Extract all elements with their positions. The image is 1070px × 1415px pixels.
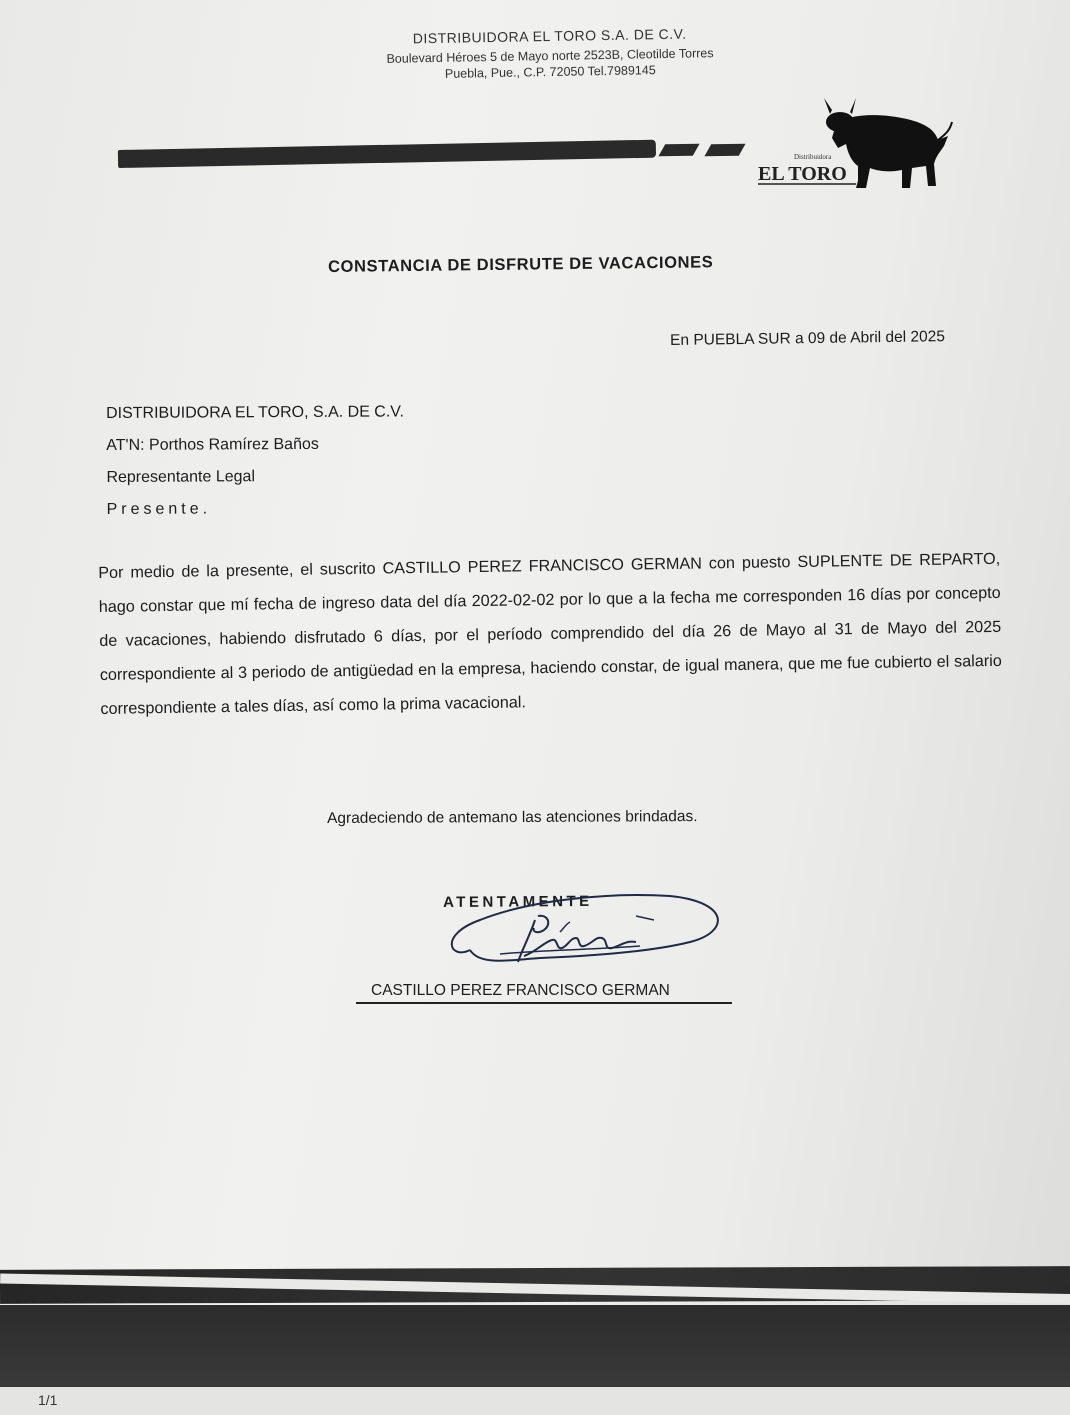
addressee-presente: Presente. — [106, 500, 212, 518]
footer-bar-lower — [0, 1305, 1070, 1387]
logo-text: EL TORO — [758, 163, 847, 185]
signer-name: CASTILLO PEREZ FRANCISCO GERMAN — [371, 982, 670, 999]
handwritten-signature — [440, 880, 730, 980]
page-number: 1/1 — [38, 1392, 58, 1408]
atentamente-label: ATENTAMENTE — [443, 892, 593, 911]
letterhead-bar-segment — [658, 144, 699, 157]
addressee-company: DISTRIBUIDORA EL TORO, S.A. DE C.V. — [106, 403, 404, 422]
logo-small-text: Distribuidora — [794, 153, 832, 161]
letterhead-bar-segment — [704, 144, 745, 157]
closing-line: Agradeciendo de antemano las atenciones brindadas. — [327, 808, 698, 827]
company-logo — [752, 94, 962, 204]
letterhead-company: DISTRIBUIDORA EL TORO S.A. DE C.V. — [412, 25, 687, 47]
letterhead-address-line2: Puebla, Pue., C.P. 72050 Tel.7989145 — [444, 63, 656, 81]
letterhead-address-line1: Boulevard Héroes 5 de Mayo norte 2523B, Cleotilde Torres — [386, 46, 714, 66]
addressee-attention: AT'N: Porthos Ramírez Baños — [106, 435, 319, 454]
letterhead-bar — [118, 140, 656, 168]
letterhead — [300, 24, 801, 85]
document-title: CONSTANCIA DE DISFRUTE DE VACACIONES — [328, 253, 714, 276]
svg-text:.: . — [762, 189, 763, 193]
addressee-role: Representante Legal — [106, 468, 256, 486]
addressee-block — [106, 396, 405, 526]
footer-margin — [0, 1387, 1070, 1415]
signature-line — [356, 1002, 732, 1004]
date-line: En PUEBLA SUR a 09 de Abril del 2025 — [670, 328, 946, 349]
body-paragraph: Por medio de la presente, el suscrito CASTILLO PEREZ FRANCISCO GERMAN con puesto SUPLENTE DE REPARTO, hago constar que mí fecha de ingreso data del día 2022-02-02 por lo que a la fecha me corresponden 16 días por concepto de vacaciones, habiendo disfrutado 6 días, por el período comprendido del día 26 de Mayo al 31 de Mayo del 2025 correspondiente al 3 periodo de antigüedad en la empresa, haciendo constar, de igual manera, que me fue cubierto el salario correspondiente a tales días, así como la prima vacacional. — [98, 549, 1002, 718]
